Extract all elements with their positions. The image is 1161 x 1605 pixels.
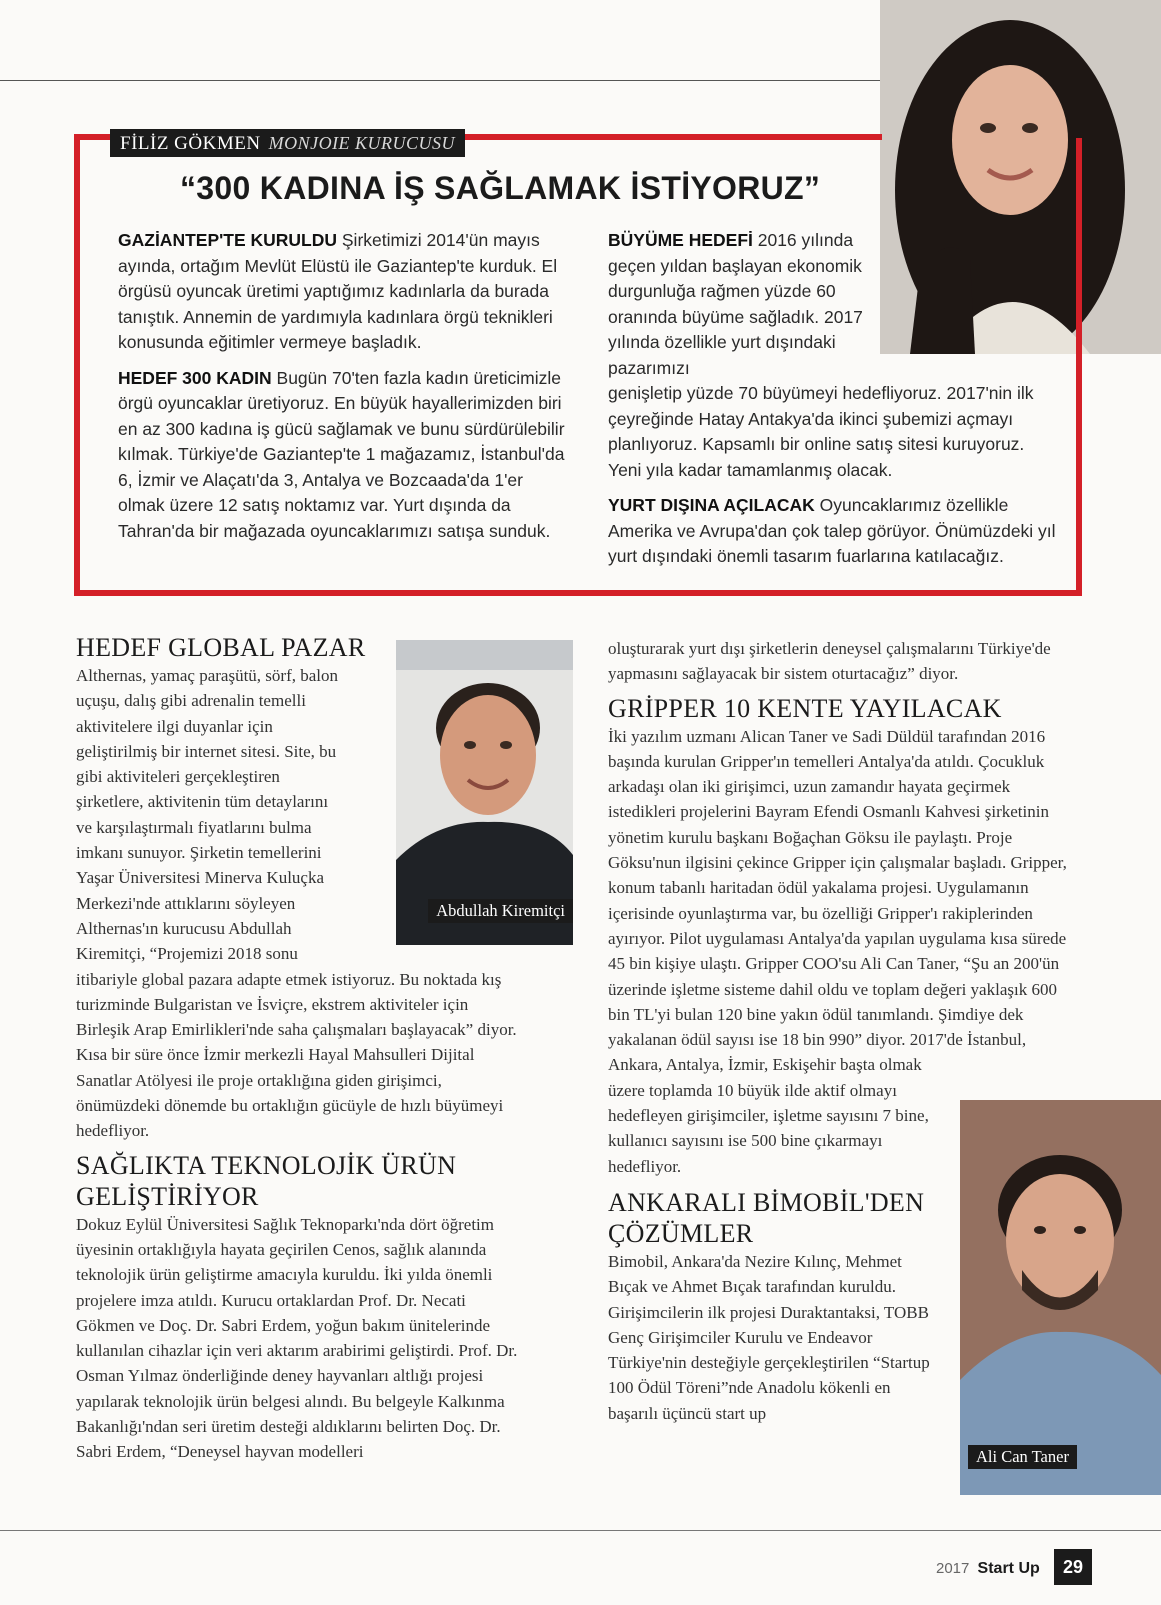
article-text-gripper-narrow: Ankara, Antalya, İzmir, Eskişehir başta olmak üzere toplamda 10 büyük ilde aktif olmayı hedefleyen girişimciler, işletme sayısını 7 bine, kullanıcı sayısını ise 500 bine çıkarmayı hedefliyor. xyxy=(608,1055,929,1176)
article-column-left xyxy=(76,632,526,1465)
section-text: Şirketimizi 2014'ün mayıs ayında, ortağım Mevlüt Elüstü ile Gaziantep'te kurduk. El örgüsü oyuncak üretimi yaptığımız kadınlarla da burada tanıştık. Annemin de yardımıyla kadınlara örgü teknikleri konusunda eğitimler vermeye başladık. xyxy=(118,230,558,352)
article-text-continued: oluşturarak yurt dışı şirketlerin deneysel çalışmalarını Türkiye'de yapmasını sağlayacak bir sistem oturtacağız” diyor. xyxy=(608,639,1051,684)
article-title-saglik: SAĞLIKTA TEKNOLOJİK ÜRÜN GELİŞTİRİYOR xyxy=(76,1150,457,1211)
article-text-hedef-global-pazar xyxy=(76,663,526,1144)
article-body: Althernas, yamaç paraşütü, sörf, balon uçuşu, dalış gibi adrenalin temelli aktivitelere ilgi duyanlar için geliştirilmiş bir internet sitesi. Site, bu gibi aktiviteleri gerçekleştiren şirketlere, aktivitenin tüm detaylarını ve karşılaştırmalı fiyatlarını bulma imkanı sunuyor. Şirketin temellerini Yaşar Üniversitesi Minerva Kuluçka Merkezi'nde attıklarını söyleyen Althernas'ın kurucusu Abdullah Kiremitçi, “Projemizi 2018 sonu itibariyle global pazara adapte etmek istiyoruz. Bu noktada kış turizminde Bulgaristan ve İsviçre, ekstrem aktiviteler için Birleşik Arap Emirlikleri'nde saha çalışmaları başlayacak” diyor. Kısa bir süre önce İzmir merkezli Hayal Mahsulleri Dijital Sanatlar Atölyesi ile proje ortaklığına giden girişimci, önümüzdeki dönemde bu ortaklığın gücüyle de hızlı büyümeyi hedefliyor. xyxy=(76,666,517,1141)
section-heading: GAZİANTEP'TE KURULDU xyxy=(118,230,338,250)
profile-name-label xyxy=(110,129,465,157)
section-text: 2016 yılında geçen yıldan başlayan ekonomik durgunluğa rağmen yüzde 60 oranında büyüme sağladık. 2017 yılında özellikle yurt dışındaki pazarımızı xyxy=(608,230,863,378)
article-text-bimobil: Bimobil, Ankara'da Nezire Kılınç, Mehmet Bıçak ve Ahmet Bıçak tarafından kuruldu. Girişimcilerin ilk projesi Duraktantaksi, TOBB Genç Girişimciler Kurulu ve Endeavor Türkiye'nin desteğiyle gerçekleştirilen “Startup 100 Ödül Töreni”nde Anadolu kökenli en başarılı üçüncü start up xyxy=(608,1251,930,1423)
profile-section-buyume-narrow xyxy=(608,228,870,381)
profile-role: MONJOIE KURUCUSU xyxy=(268,133,456,153)
profile-headline: “300 KADINA İŞ SAĞLAMAK İSTİYORUZ” xyxy=(180,170,821,206)
section-text: Oyuncaklarımız özellikle Amerika ve Avrupa'dan çok talep görüyor. Önümüzdeki yıl yurt dışındaki önemli tasarım fuarlarına katılacağız. xyxy=(608,495,1056,566)
profile-section-yurtdisi xyxy=(608,493,1056,570)
section-heading: HEDEF 300 KADIN xyxy=(118,367,272,388)
section-heading: YURT DIŞINA AÇILACAK xyxy=(608,495,815,515)
folio xyxy=(936,1560,1040,1578)
caption-ali-can-taner: Ali Can Taner xyxy=(968,1445,1077,1469)
section-text: Bugün 70'ten fazla kadın üreticimizle örgü oyuncaklar üretiyoruz. En büyük hayallerimizden biri en az 300 kadına iş gücü sağlamak ve bunu sürdürülebilir kılmak. Türkiye'de Gaziantep'te 1 mağazamız, İstanbul'da 6, İzmir ve Alaçatı'da 3, Antalya ve Bozcaada'da 1'er olmak üzere 12 satış noktamız var. Yurt dışında da Tahran'da bir mağazada oyuncaklarımızı satışa sunduk. xyxy=(118,367,565,541)
profile-name: FİLİZ GÖKMEN xyxy=(120,133,261,154)
profile-column-right xyxy=(608,228,1056,580)
profile-section-buyume: genişletip yüzde 70 büyümeyi hedefliyoruz. 2017'nin ilk çeyreğinde Hatay Antakya'da ikinci şubemizi açmayı planlıyoruz. Kapsamlı bir online satış sitesi kuruyoruz. Yeni yıla kadar tamamlanmış olacak. xyxy=(608,383,1034,480)
top-rule xyxy=(0,80,880,81)
article-column-right xyxy=(608,636,1094,1426)
article-text-saglik: Dokuz Eylül Üniversitesi Sağlık Teknoparkı'nda dört öğretim üyesinin ortaklığıyla hayata geçirilen Cenos, sağlık alanında teknolojik ürün geliştirme amacıyla kuruldu. İki yılda önemli projelere imza atıldı. Kurucu ortaklardan Prof. Dr. Necati Gökmen ve Doç. Dr. Sabri Erdem, yoğun bakım ünitelerinde kullanılan cihazlar için veri aktarım arabirimi geliştirdi. Prof. Dr. Osman Yılmaz önderliğinde deney hayvanları altlığı projesi yapılarak teknolojik ürün belgesi alındı. Bu belgeyle Kalkınma Bakanlığı'ndan seri üretim desteği aldıklarını belirten Doç. Dr. Sabri Erdem, “Deneysel hayvan modelleri xyxy=(76,1214,518,1462)
article-title-hedef-global-pazar: HEDEF GLOBAL PAZAR xyxy=(76,633,366,662)
folio-year: 2017 xyxy=(936,1560,970,1577)
article-title-gripper: GRİPPER 10 KENTE YAYILACAK xyxy=(608,693,1002,723)
section-heading: BÜYÜME HEDEFİ xyxy=(608,230,753,250)
profile-section-hedef xyxy=(118,366,566,545)
photo-wrap-spacer xyxy=(344,663,526,957)
caption-abdullah-kiremitci: Abdullah Kiremitçi xyxy=(428,899,573,923)
article-text-gripper: İki yazılım uzmanı Alican Taner ve Sadi Düldül tarafından 2016 başında kurulan Gripper'ın temelleri Antalya'da atıldı. Çocukluk arkadaşı olan iki girişimci, uzun zamandır hayata geçirmek istedikleri projelerini Bayram Efendi Osmanlı Kahvesi şirketinin yönetim kurulu başkanı Boğaçhan Göksu ile paylaştı. Proje Göksu'nun ilgisini çekince Gripper için çalışmalar başladı. Gripper, konum tabanlı haritadan ödül yakalama projesi. Uygulamanın içerisinde oyunlaştırma var, bu özelliği Gripper'ı rakiplerinden ayırıyor. Pilot uygulaması Antalya'da yapılan uygulama kısa sürede 45 bin kişiye ulaştı. Gripper COO'su Ali Can Taner, “Şu an 200'ün üzerinde işletme sisteme dahil oldu ve toplam değeri yaklaşık 600 bin TL'yi bulan 120 bine yakın ödül tanımlandı. Şimdiye dek yakalanan ödül sayısı ise 18 bin 990” diyor. 2017'de İstanbul, xyxy=(608,726,1067,1050)
article-title-bimobil: ANKARALI BİMOBİL'DEN ÇÖZÜMLER xyxy=(608,1187,925,1248)
page-number: 29 xyxy=(1054,1549,1092,1585)
folio-magazine: Start Up xyxy=(977,1560,1040,1577)
profile-column-left xyxy=(118,228,566,554)
bottom-rule xyxy=(0,1530,1161,1531)
profile-section-gaziantep xyxy=(118,228,566,356)
